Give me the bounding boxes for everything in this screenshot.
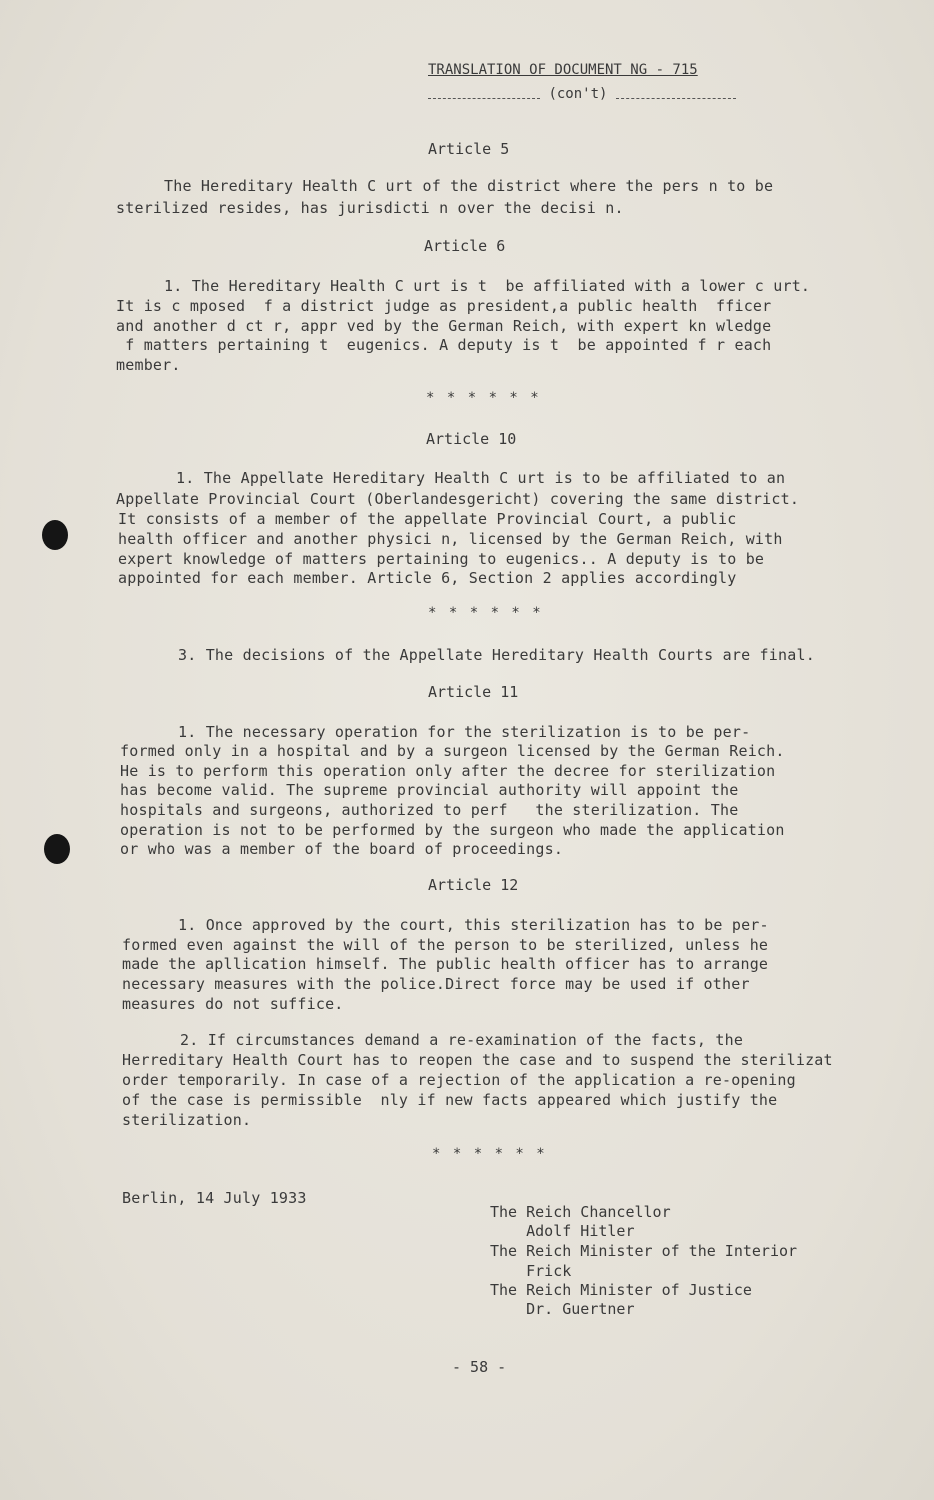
signature-line-4: Frick (490, 1262, 572, 1280)
punch-hole-bottom (44, 834, 70, 864)
signature-line-1: The Reich Chancellor (490, 1203, 671, 1221)
article-12-p2-line-4: of the case is permissible nly if new facts appeared which justify the (122, 1091, 778, 1109)
article-10-line-4: health officer and another physici n, licensed by the German Reich, with (118, 530, 783, 548)
article-5-line-2: sterilized resides, has jurisdicti n over the decisi n. (116, 199, 624, 217)
article-11-heading: Article 11 (428, 683, 519, 701)
article-12-p1-line-5: measures do not suffice. (122, 995, 344, 1013)
article-11-line-5: hospitals and surgeons, authorized to perf the sterilization. The (120, 801, 739, 819)
signature-line-3: The Reich Minister of the Interior (490, 1242, 798, 1260)
page-number: - 58 - (452, 1358, 507, 1376)
article-12-p2-line-2: Herreditary Health Court has to reopen the case and to suspend the sterilizat (122, 1051, 833, 1069)
article-12-p2-line-1: 2. If circumstances demand a re-examination of the facts, the (180, 1031, 744, 1049)
article-12-heading: Article 12 (428, 876, 519, 894)
article-5-line-1: The Hereditary Health C urt of the district where the pers n to be (164, 177, 774, 195)
signature-line-2: Adolf Hitler (490, 1222, 635, 1240)
document-title: TRANSLATION OF DOCUMENT NG - 715 (428, 62, 698, 78)
article-6-heading: Article 6 (424, 237, 506, 255)
article-5-heading: Article 5 (428, 140, 510, 158)
article-12-p2-line-5: sterilization. (122, 1111, 252, 1129)
article-10-line-5: expert knowledge of matters pertaining to eugenics.. A deputy is to be (118, 550, 765, 568)
article-11-line-7: or who was a member of the board of proceedings. (120, 840, 564, 858)
article-12-p1-line-1: 1. Once approved by the court, this sterilization has to be per- (178, 916, 769, 934)
article-6-line-4: f matters pertaining t eugenics. A deputy is t be appointed f r each (116, 336, 772, 354)
article-10-line-6: appointed for each member. Article 6, Section 2 applies accordingly (118, 569, 737, 587)
article-11-line-2: formed only in a hospital and by a surgeon licensed by the German Reich. (120, 742, 785, 760)
article-6-line-3: and another d ct r, appr ved by the German Reich, with expert kn wledge (116, 317, 772, 335)
article-10-line-2: Appellate Provincial Court (Oberlandesgericht) covering the same district. (116, 490, 800, 508)
article-10-line-3: It consists of a member of the appellate Provincial Court, a public (118, 510, 737, 528)
article-12-p1-line-3: made the apllication himself. The public health officer has to arrange (122, 955, 769, 973)
section-separator-3: * * * * * * (432, 1146, 547, 1162)
article-6-line-5: member. (116, 356, 181, 374)
section-separator-1: * * * * * * (426, 390, 541, 406)
signature-line-6: Dr. Guertner (490, 1300, 635, 1318)
article-6-line-1: 1. The Hereditary Health C urt is t be affiliated with a lower c urt. (164, 277, 811, 295)
article-12-p1-line-4: necessary measures with the police.Direct force may be used if other (122, 975, 750, 993)
article-11-line-1: 1. The necessary operation for the sterilization is to be per- (178, 723, 751, 741)
article-10-line-1: 1. The Appellate Hereditary Health C urt is to be affiliated to an (176, 469, 786, 487)
article-11-line-6: operation is not to be performed by the surgeon who made the application (120, 821, 785, 839)
article-10-section-3: 3. The decisions of the Appellate Hereditary Health Courts are final. (178, 646, 815, 664)
signature-line-5: The Reich Minister of Justice (490, 1281, 752, 1299)
punch-hole-top (42, 520, 68, 550)
section-separator-2: * * * * * * (428, 605, 543, 621)
article-6-line-2: It is c mposed f a district judge as president,a public health fficer (116, 297, 772, 315)
article-11-line-4: has become valid. The supreme provincial authority will appoint the (120, 781, 739, 799)
article-12-p1-line-2: formed even against the will of the person to be sterilized, unless he (122, 936, 769, 954)
continued-label: (con't) (428, 86, 738, 102)
article-12-p2-line-3: order temporarily. In case of a rejection of the application a re-opening (122, 1071, 796, 1089)
signing-date: Berlin, 14 July 1933 (122, 1189, 307, 1207)
article-10-heading: Article 10 (426, 430, 517, 448)
article-11-line-3: He is to perform this operation only after the decree for sterilization (120, 762, 776, 780)
